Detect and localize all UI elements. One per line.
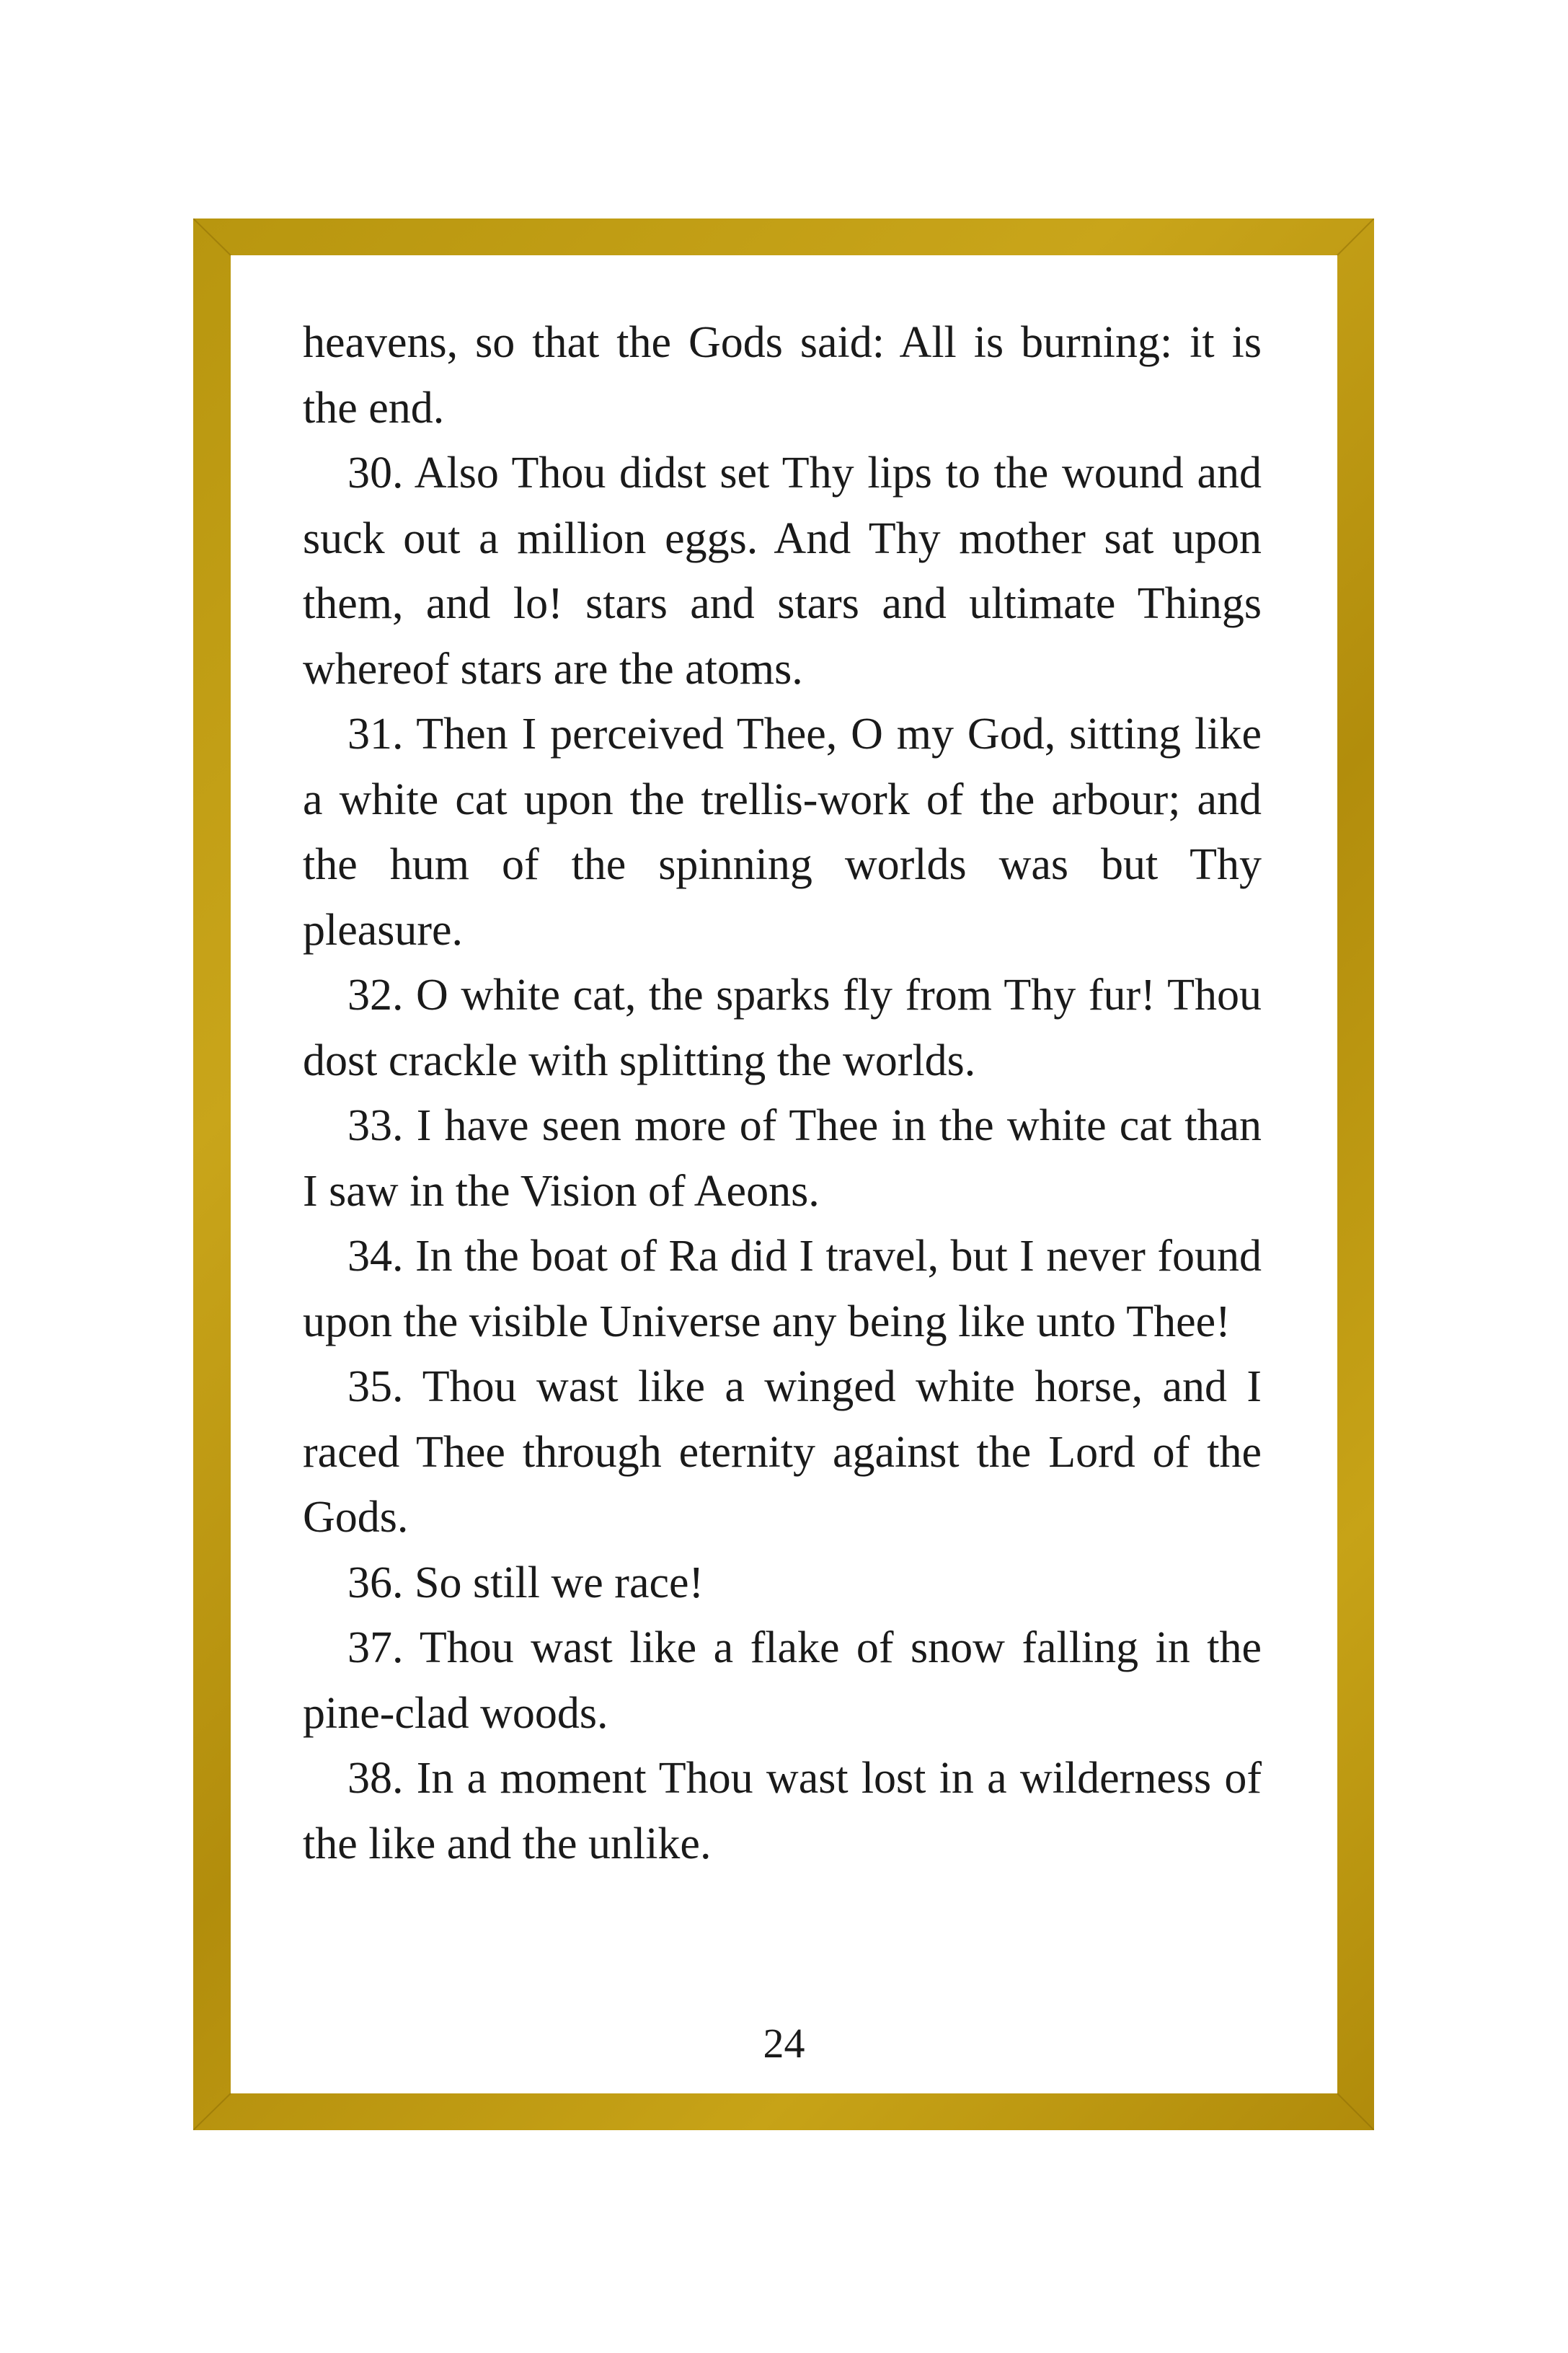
verse-text: In the boat of Ra did I travel, but I never found upon the visible Universe any being like unto Thee! (303, 1232, 1262, 1346)
verse-number: 31. (347, 710, 404, 759)
verse-number: 30. (347, 449, 404, 498)
verse-text: I have seen more of Thee in the white cat than I saw in the Vision of Aeons. (303, 1101, 1262, 1216)
verse-number: 35. (347, 1362, 404, 1411)
verse-number: 32. (347, 971, 404, 1020)
verse-text: O white cat, the sparks fly from Thy fur! Thou dost crackle with splitting the worlds. (303, 971, 1262, 1085)
verse-37 (303, 1615, 1262, 1746)
verse-32 (303, 963, 1262, 1093)
verse-33 (303, 1093, 1262, 1224)
verse-number: 38. (347, 1754, 404, 1803)
verse-text: So still we race! (415, 1558, 704, 1607)
verse-number: 34. (347, 1232, 404, 1281)
page-number: 24 (763, 2020, 805, 2067)
verse-number: 33. (347, 1101, 404, 1150)
verse-text: Thou wast like a flake of snow falling in the pine-clad woods. (303, 1623, 1262, 1738)
verse-number: 36. (347, 1558, 404, 1607)
verse-35 (303, 1354, 1262, 1550)
verse-text: Thou wast like a winged white horse, and I raced Thee through eternity against the Lord of the Gods. (303, 1362, 1262, 1542)
verse-number: 37. (347, 1623, 404, 1672)
verse-30 (303, 441, 1262, 702)
verse-38 (303, 1746, 1262, 1876)
paragraph-continued (303, 310, 1262, 441)
verse-34 (303, 1224, 1262, 1354)
verse-text: In a moment Thou wast lost in a wilderness of the like and the unlike. (303, 1754, 1262, 1868)
verse-text: Then I perceived Thee, O my God, sitting like a white cat upon the trellis-work of the arbour; and the hum of the spinning worlds was but Thy pleasure. (303, 710, 1262, 955)
verse-31 (303, 702, 1262, 963)
paragraph-text: heavens, so that the Gods said: All is burning: it is the end. (303, 318, 1262, 433)
verse-text: Also Thou didst set Thy lips to the wound and suck out a million eggs. And Thy mother sat upon them, and lo! stars and stars and ultimate Things whereof stars are the atoms. (303, 449, 1262, 694)
verse-36 (303, 1550, 1262, 1616)
body-text (303, 310, 1262, 1876)
